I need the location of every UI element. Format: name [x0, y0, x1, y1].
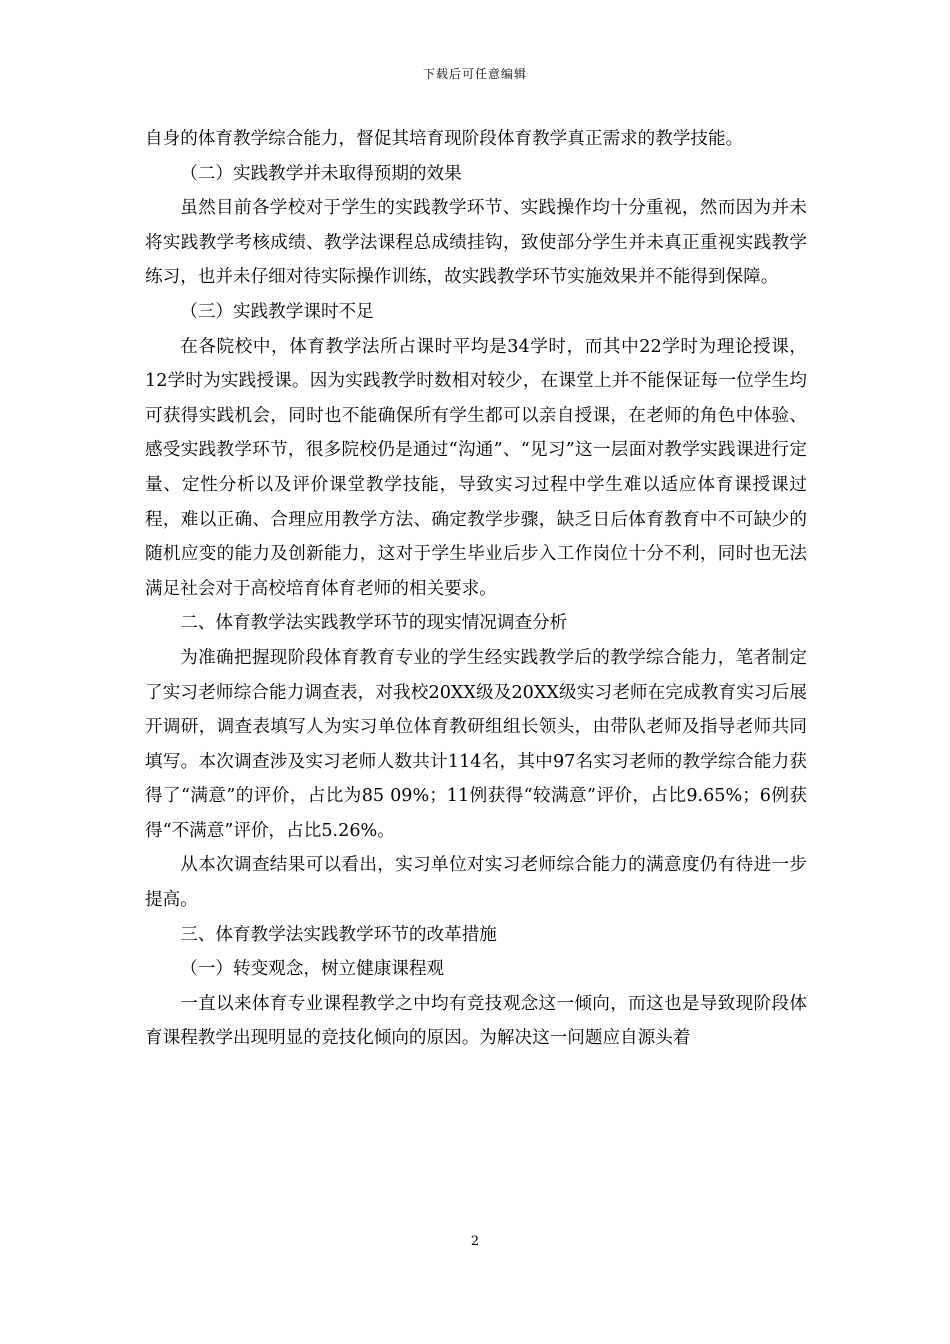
document-body [145, 122, 807, 1056]
subheading-concept: （一）转变观念，树立健康课程观 [180, 959, 445, 980]
section-heading-survey: 二、体育教学法实践教学环节的现实情况调查分析 [180, 613, 568, 634]
paragraph: 虽然目前各学校对于学生的实践教学环节、实践操作均十分重视，然而因为并未将实践教学考核成绩、教学法课程总成绩挂钩，致使部分学生并未真正重视实践教学练习，也并未仔细对待实际操作训练，故实践教学环节实施效果并不能得到保障。 [145, 198, 807, 288]
subheading-class-hours: （三）实践教学课时不足 [180, 301, 374, 322]
page-number: 2 [470, 1234, 480, 1249]
page-header: 下载后可任意编辑 [422, 67, 527, 81]
paragraph: 从本次调查结果可以看出，实习单位对实习老师综合能力的满意度仍有待进一步提高。 [145, 855, 807, 911]
subheading-practice-effect: （二）实践教学并未取得预期的效果 [180, 163, 462, 184]
paragraph: 为准确把握现阶段体育教育专业的学生经实践教学后的教学综合能力，笔者制定了实习老师综合能力调查表，对我校20XX级及20XX级实习老师在完成教育实习后展开调研，调查表填写人为实习单位体育教研组组长领头，由带队老师及指导老师共同填写。本次调查涉及实习老师人数共计114名，其中97名实习老师的教学综合能力获得了“满意”的评价，占比为85 09%；11例获得“较满意”评价，占比9.65%；6例获得“不满意”评价，占比5.26%。 [145, 647, 807, 841]
paragraph-continuation: 自身的体育教学综合能力，督促其培育现阶段体育教学真正需求的教学技能。 [145, 129, 744, 149]
paragraph: 在各院校中，体育教学法所占课时平均是34学时，而其中22学时为理论授课，12学时为实践授课。因为实践教学时数相对较少，在课堂上并不能保证每一位学生均可获得实践机会，同时也不能确保所有学生都可以亲自授课，在老师的角色中体验、感受实践教学环节，很多院校仍是通过“沟通”、“见习”这一层面对教学实践课进行定量、定性分析以及评价课堂教学技能，导致实习过程中学生难以适应体育课授课过程，难以正确、合理应用教学方法、确定教学步骤，缺乏日后体育教育中不可缺少的随机应变的能力及创新能力，这对于学生毕业后步入工作岗位十分不利，同时也无法满足社会对于高校培育体育老师的相关要求。 [145, 336, 807, 599]
section-heading-reform: 三、体育教学法实践教学环节的改革措施 [180, 924, 497, 945]
paragraph: 一直以来体育专业课程教学之中均有竞技观念这一倾向，而这也是导致现阶段体育课程教学出现明显的竞技化倾向的原因。为解决这一问题应自源头着 [145, 993, 807, 1049]
